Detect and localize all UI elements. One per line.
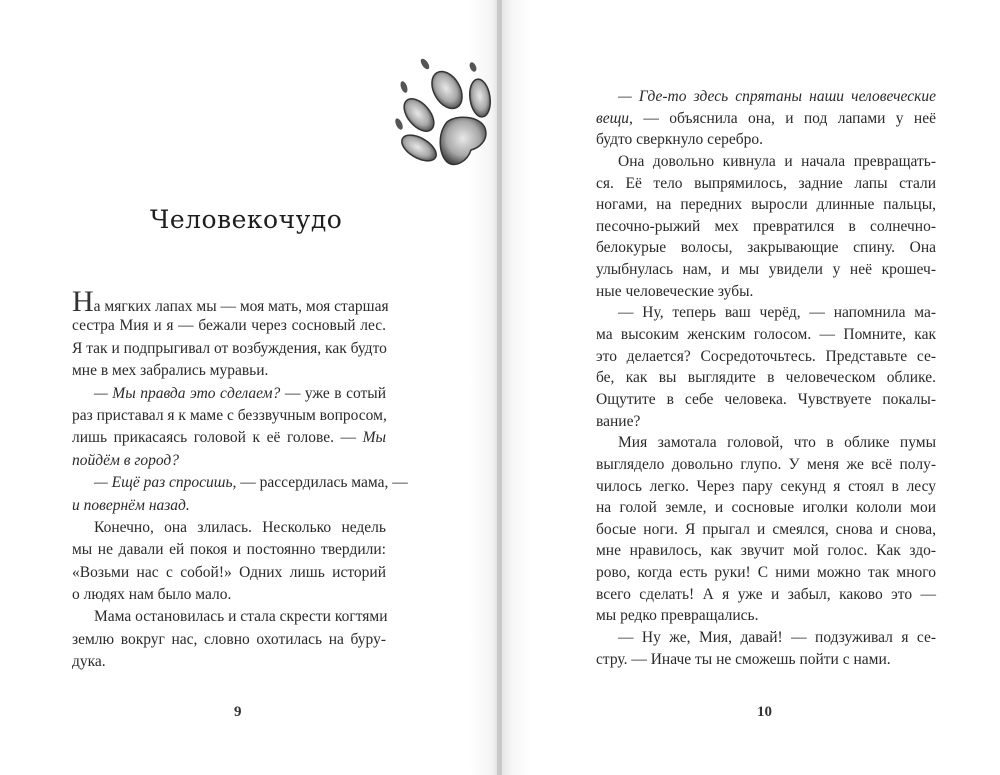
text-segment: раз приставал я к маме с беззвучным вопросом,: [72, 406, 387, 424]
text-line: [72, 450, 386, 472]
text-line: [596, 432, 936, 454]
text-line: [596, 562, 936, 584]
page-number-left: 9: [234, 704, 242, 720]
text-segment: — уже в сотый: [280, 384, 386, 402]
text-line: [596, 519, 936, 541]
text-segment: ные человеческие зубы.: [596, 282, 754, 300]
text-segment: это делается? Сосредоточьтесь. Представьте се-: [596, 347, 936, 365]
text-line: [596, 194, 936, 216]
text-segment: Мама остановилась и стала скрести когтями: [94, 608, 388, 626]
text-segment: лишь прикасаясь головой к её голове. —: [72, 429, 363, 447]
text-line: [596, 476, 936, 498]
text-line: [72, 383, 386, 405]
text-line: [72, 315, 386, 337]
left-page: [0, 0, 498, 775]
text-line: [72, 338, 386, 360]
right-page: [502, 0, 1000, 775]
right-page-body: [596, 86, 936, 670]
text-line: [596, 259, 936, 281]
text-segment: ма высоким женским голосом. — Помните, как: [596, 326, 936, 344]
text-line: [72, 472, 408, 494]
text-line: [596, 302, 936, 324]
text-segment: о людях нам было мало.: [72, 586, 232, 604]
text-line: [596, 129, 936, 151]
text-segment: Я так и подпрыгивал от возбуждения, как будто: [72, 339, 387, 357]
text-line: [596, 389, 936, 411]
text-line: [596, 411, 936, 433]
text-line: [596, 497, 936, 519]
text-segment: рово, когда есть руки! С ними можно так много: [596, 564, 936, 582]
text-segment: бе, как вы выглядите в человеческом облике.: [596, 369, 936, 387]
text-line: [596, 605, 936, 627]
text-segment: выглядело довольно глупо. У меня же всё полу-: [596, 455, 936, 473]
text-line: [596, 627, 936, 649]
text-line: [72, 562, 386, 584]
text-segment: всего сделать! А я уже и забыл, каково это —: [596, 585, 936, 603]
text-line: [72, 495, 386, 517]
text-segment: сестра Мия и я — бежали через сосновый лес.: [72, 317, 386, 335]
text-line: [72, 405, 386, 427]
italic-text: вещи,: [596, 109, 633, 127]
text-line: [596, 151, 936, 173]
text-line: [596, 324, 936, 346]
text-segment: ногами, на передних выросли длинные пальцы,: [596, 196, 936, 214]
text-segment: Она довольно кивнула и начала превращать-: [618, 152, 936, 170]
text-line: [596, 649, 936, 671]
text-segment: дука.: [72, 653, 106, 671]
paw-print-icon: [385, 50, 500, 180]
text-segment: улыбнулась нам, и мы увидели у неё крошеч-: [596, 261, 936, 279]
text-line: [596, 281, 936, 303]
left-page-body: [72, 285, 408, 674]
text-segment: мне в мех забрались муравьи.: [72, 362, 269, 380]
text-segment: — Ну, теперь ваш черёд, — напомнила ма-: [618, 304, 936, 322]
text-segment: а мягких лапах мы — моя мать, моя старшая: [93, 298, 389, 315]
text-segment: мне нравилось, как звучит мой голос. Как здо-: [596, 542, 936, 560]
text-segment: чилось легко. Через пару секунд я стоял в лесу: [596, 477, 936, 495]
text-line: [72, 606, 386, 628]
text-segment: — объяснила она, и под лапами у неё: [632, 109, 936, 127]
text-line: [596, 173, 936, 195]
text-line: [72, 651, 386, 673]
text-segment: «Возьми нас с собой!» Одних лишь историй: [72, 563, 386, 581]
text-segment: Мия замотала головой, что в облике пумы: [618, 434, 936, 452]
drop-cap: Н: [72, 285, 94, 318]
italic-text: Мы: [362, 429, 386, 447]
page-number-right: 10: [757, 704, 772, 720]
text-segment: песочно-рыжий мех превратился в солнечно-: [596, 217, 936, 235]
text-segment: на голой земле, и сосновые иголки кололи мои: [596, 499, 936, 517]
chapter-title: Человекочудо: [150, 205, 343, 234]
text-segment: мы не давали ей покоя и постоянно твердили:: [72, 541, 386, 559]
text-segment: босые ноги. Я прыгал и смеялся, снова и снова,: [596, 520, 936, 538]
text-line: [596, 367, 936, 389]
text-segment: будто сверкнуло серебро.: [596, 131, 763, 149]
text-segment: ся. Её тело выпрямилось, задние лапы стали: [596, 174, 936, 192]
text-line: [596, 584, 936, 606]
text-segment: белокурые волосы, закрывающие спину. Она: [596, 239, 936, 257]
text-segment: мы редко превращались.: [596, 607, 759, 625]
text-line: [72, 427, 386, 449]
text-line: [72, 629, 386, 651]
italic-text: — Где-то здесь спрятаны наши человеческие: [618, 88, 936, 105]
text-line: [72, 285, 389, 318]
text-segment: Конечно, она злилась. Несколько недель: [94, 518, 386, 536]
text-line: [72, 360, 386, 382]
text-segment: — Ну же, Мия, давай! — подзуживал я се-: [618, 629, 936, 647]
text-segment: вание?: [596, 412, 641, 430]
text-segment: — рассердилась мама, —: [236, 474, 408, 492]
text-line: [72, 584, 386, 606]
text-segment: Ощутите в себе человека. Чувствуете покалы-: [596, 390, 936, 408]
italic-text: и повернём назад.: [72, 496, 190, 514]
text-line: [596, 346, 936, 368]
text-line: [596, 216, 936, 238]
text-line: [72, 539, 386, 561]
text-segment: стру. — Иначе ты не сможешь пойти с нами.: [596, 650, 891, 668]
text-line: [596, 540, 936, 562]
text-line: [596, 108, 936, 130]
text-line: [596, 237, 936, 259]
text-line: [72, 517, 386, 539]
italic-text: пойдём в город?: [72, 451, 180, 469]
text-line: [596, 454, 936, 476]
text-line: [596, 86, 936, 108]
text-segment: землю вокруг нас, словно охотилась на буру-: [72, 630, 386, 648]
italic-text: — Ещё раз спросишь,: [94, 474, 237, 492]
italic-text: — Мы правда это сделаем?: [94, 384, 281, 402]
